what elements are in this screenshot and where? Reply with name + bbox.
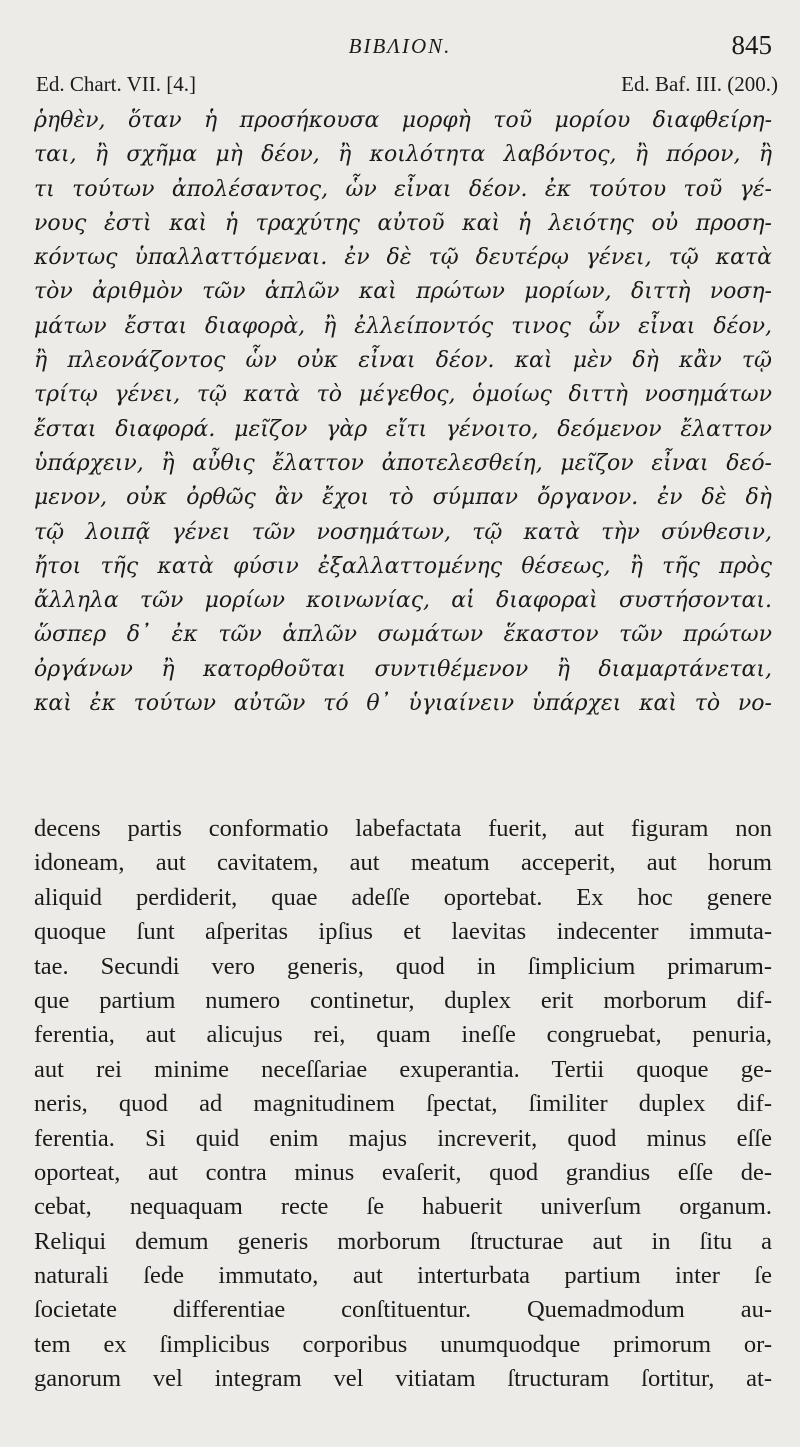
latin-text-line: naturali ſede immutato, aut interturbata partium inter ſe — [34, 1262, 772, 1290]
greek-text-line: τι τούτων ἀπολέσαντος, ὧν εἶναι δέον. ἐκ τούτου τοῦ γέ- — [34, 176, 772, 202]
latin-text-line: ganorum vel integram vel vitiatam ſtructuram ſortitur, at- — [34, 1365, 772, 1393]
latin-text-line: neris, quod ad magnitudinem ſpectat, ſimiliter duplex dif- — [34, 1090, 772, 1118]
running-title: BIBΛION. — [348, 34, 452, 58]
latin-text-line: Reliqui demum generis morborum ſtructurae aut in ſitu a — [34, 1227, 772, 1255]
greek-text-line: νους ἐστὶ καὶ ἡ τραχύτης αὐτοῦ καὶ ἡ λειότης οὐ προση- — [34, 210, 772, 236]
greek-text-line: τὸν ἀριθμὸν τῶν ἁπλῶν καὶ πρώτων μορίων, διττὴ νοση- — [34, 279, 772, 305]
greek-text-line: ῥηθὲν, ὅταν ἡ προσήκουσα μορφὴ τοῦ μορίου διαφθείρη- — [34, 108, 772, 133]
greek-text-line: ὀργάνων ἢ κατορθοῦται συντιθέμενον ἢ διαμαρτάνεται, — [34, 656, 772, 682]
latin-text-line: ferentia. Si quid enim majus increverit, quod minus eſſe — [34, 1124, 772, 1152]
edition-chartier-ref: Ed. Chart. VII. [4.] — [36, 72, 196, 96]
latin-text-block — [34, 812, 772, 1397]
greek-text-line: ται, ἢ σχῆμα μὴ δέον, ἢ κοιλότητα λαβόντος, ἢ πόρον, ἢ — [34, 142, 772, 168]
greek-text-block — [34, 104, 772, 721]
greek-text-line: κόντως ὑπαλλαττόμεναι. ἐν δὲ τῷ δευτέρῳ γένει, τῷ κατὰ — [34, 245, 772, 271]
page-number: 845 — [731, 30, 772, 60]
latin-text-line: idoneam, aut cavitatem, aut meatum acceperit, aut horum — [34, 849, 772, 877]
latin-text-line: aliquid perdiderit, quae adeſſe oportebat. Ex hoc genere — [34, 883, 772, 911]
greek-text-line: μενον, οὐκ ὀρθῶς ἂν ἔχοι τὸ σύμπαν ὄργανον. ἐν δὲ δὴ — [34, 485, 772, 511]
greek-text-line: ἢ πλεονάζοντος ὧν οὐκ εἶναι δέον. καὶ μὲν δὴ κἂν τῷ — [34, 348, 772, 374]
latin-text-line: tae. Secundi vero generis, quod in ſimplicium primarum- — [34, 952, 772, 980]
greek-text-line: καὶ ἐκ τούτων αὐτῶν τό θ᾽ ὑγιαίνειν ὑπάρχει καὶ τὸ νο- — [34, 691, 772, 717]
latin-text-line: decens partis conformatio labefactata fuerit, aut figuram non — [34, 815, 772, 842]
greek-text-line: τρίτῳ γένει, τῷ κατὰ τὸ μέγεθος, ὁμοίως διττὴ νοσημάτων — [34, 382, 772, 408]
latin-text-line: ferentia, aut alicujus rei, quam ineſſe congruebat, penuria, — [34, 1021, 772, 1049]
greek-text-line: ὑπάρχειν, ἢ αὖθις ἔλαττον ἀποτελεσθείη, μεῖζον εἶναι δεό- — [34, 450, 772, 476]
edition-references — [36, 72, 778, 102]
greek-text-line: τῷ λοιπᾷ γένει τῶν νοσημάτων, τῷ κατὰ τὴν σύνθεσιν, — [34, 519, 772, 545]
edition-basel-ref: Ed. Baf. III. (200.) — [621, 72, 778, 96]
latin-text-line: quoque ſunt aſperitas ipſius et laevitas indecenter immuta- — [34, 918, 772, 946]
latin-text-line: cebat, nequaquam recte ſe habuerit univerſum organum. — [34, 1193, 772, 1221]
latin-text-line: oporteat, aut contra minus evaſerit, quod grandius eſſe de- — [34, 1158, 772, 1186]
latin-text-line: que partium numero continetur, duplex erit morborum dif- — [34, 986, 772, 1014]
greek-text-line: ἔσται διαφορά. μεῖζον γὰρ εἴτι γένοιτο, δεόμενον ἔλαττον — [34, 416, 772, 442]
greek-text-line: ὥσπερ δ᾽ ἐκ τῶν ἁπλῶν σωμάτων ἕκαστον τῶν πρώτων — [34, 622, 772, 648]
running-head — [0, 30, 800, 64]
greek-text-line: μάτων ἔσται διαφορὰ, ἢ ἐλλείποντός τινος ὧν εἶναι δέον, — [34, 313, 772, 339]
latin-text-line: tem ex ſimplicibus corporibus unumquodque primorum or- — [34, 1330, 772, 1358]
greek-text-line: ἤτοι τῆς κατὰ φύσιν ἐξαλλαττομένης θέσεως, ἢ τῆς πρὸς — [34, 553, 772, 579]
latin-text-line: aut rei minime neceſſariae exuperantia. Tertii quoque ge- — [34, 1055, 772, 1083]
greek-text-line: ἄλληλα τῶν μορίων κοινωνίας, αἱ διαφοραὶ συστήσονται. — [34, 588, 772, 614]
latin-text-line: ſocietate differentiae conſtituentur. Quemadmodum au- — [34, 1296, 772, 1324]
